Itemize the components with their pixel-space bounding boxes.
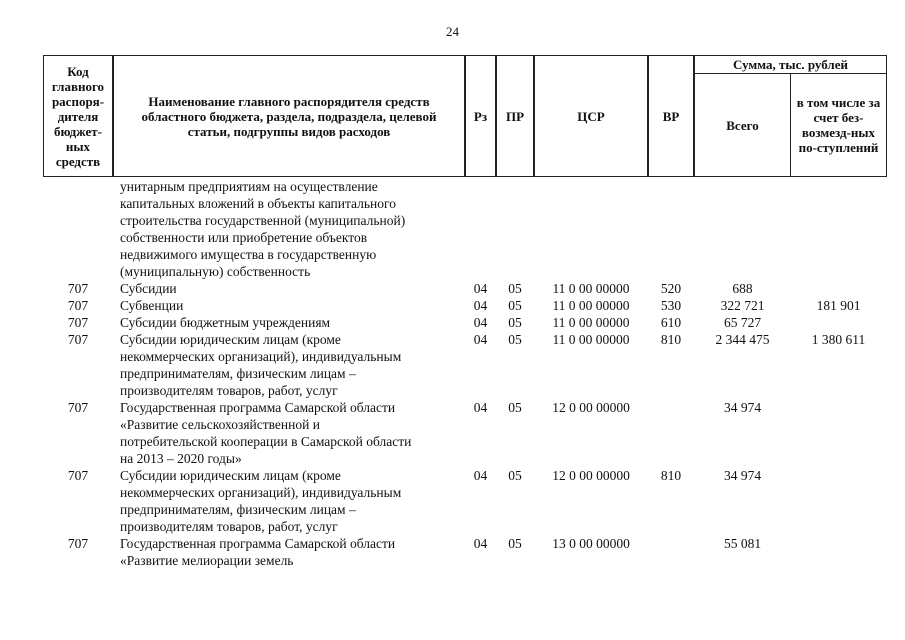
cell-name-line: на 2013 – 2020 годы» (120, 451, 242, 466)
cell-name-line: предпринимателям, физическим лицам – (120, 366, 356, 381)
header-code (43, 55, 113, 177)
cell-rz: 04 (473, 536, 488, 551)
cell-rz: 04 (473, 332, 488, 347)
cell-code: 707 (67, 281, 89, 296)
cell-pr: 05 (508, 281, 522, 296)
cell-total: 34 974 (723, 400, 762, 415)
cell-total: 688 (732, 281, 753, 296)
cell-csr: 12 0 00 00000 (552, 400, 630, 415)
cell-code: 707 (67, 536, 89, 551)
cell-csr: 11 0 00 00000 (552, 315, 630, 330)
cell-name-line: Субвенции (120, 298, 184, 313)
header-csr (534, 55, 648, 177)
cell-code: 707 (67, 468, 89, 483)
cell-name-line: капитальных вложений в объекты капитального (120, 196, 396, 211)
cell-name-line: предпринимателям, физическим лицам – (120, 502, 356, 517)
header-csr-text: ЦСР (577, 108, 605, 124)
cell-csr: 11 0 00 00000 (552, 332, 630, 347)
cell-rz: 04 (473, 468, 488, 483)
header-pr (496, 55, 534, 177)
cell-csr: 13 0 00 00000 (552, 536, 630, 551)
cell-name-line: Субсидии бюджетным учреждениям (120, 315, 331, 330)
cell-name-line: Субсидии (120, 281, 177, 296)
header-incl-text: в том числе за счет без-возмезд-ных по-ступлений (796, 95, 881, 155)
cell-incl: 1 380 611 (811, 332, 866, 347)
cell-name-line: (муниципальную) собственность (120, 264, 311, 279)
cell-name-line: «Развитие мелиорации земель (120, 553, 294, 568)
header-rz (465, 55, 496, 177)
header-vr-text: ВР (662, 108, 680, 124)
cell-name-line: Государственная программа Самарской области (120, 400, 396, 415)
cell-vr: 530 (660, 298, 682, 313)
cell-csr: 11 0 00 00000 (552, 298, 630, 313)
cell-pr: 05 (508, 332, 522, 347)
cell-pr: 05 (508, 468, 522, 483)
cell-code: 707 (67, 400, 89, 415)
cell-code: 707 (67, 298, 89, 313)
cell-rz: 04 (473, 315, 488, 330)
cell-name-line: унитарным предприятиям на осуществление (120, 179, 378, 194)
header-incl (790, 73, 887, 177)
cell-code: 707 (67, 332, 89, 347)
cell-total: 322 721 (720, 298, 765, 313)
cell-total: 2 344 475 (715, 332, 770, 347)
cell-pr: 05 (508, 315, 522, 330)
cell-pr: 05 (508, 400, 522, 415)
cell-pr: 05 (508, 536, 522, 551)
cell-name-line: Субсидии юридическим лицам (кроме (120, 468, 341, 483)
cell-total: 34 974 (723, 468, 762, 483)
cell-name-line: Субсидии юридическим лицам (кроме (120, 332, 341, 347)
cell-vr: 520 (660, 281, 682, 296)
header-total (694, 73, 791, 177)
cell-name-line: собственности или приобретение объектов (120, 230, 368, 245)
header-vr (648, 55, 694, 177)
cell-rz: 04 (473, 298, 488, 313)
cell-incl: 181 901 (816, 298, 861, 313)
cell-vr: 610 (660, 315, 682, 330)
cell-name-line: производителям товаров, работ, услуг (120, 383, 338, 398)
cell-name-line: строительства государственной (муниципальной) (120, 213, 406, 228)
cell-vr: 810 (660, 468, 682, 483)
cell-total: 55 081 (723, 536, 762, 551)
page-number: 24 (446, 24, 459, 39)
header-code-text: Код главного распоря-дителя бюджет-ных средств (51, 63, 105, 169)
cell-csr: 12 0 00 00000 (552, 468, 630, 483)
cell-rz: 04 (473, 281, 488, 296)
cell-vr: 810 (660, 332, 682, 347)
cell-total: 65 727 (723, 315, 762, 330)
header-total-text: Всего (726, 117, 759, 133)
cell-name-line: некоммерческих организаций), индивидуальным (120, 485, 402, 500)
cell-rz: 04 (473, 400, 488, 415)
header-rz-text: Рз (473, 108, 488, 124)
header-sum (694, 55, 887, 74)
cell-csr: 11 0 00 00000 (552, 281, 630, 296)
cell-name-line: «Развитие сельскохозяйственной и (120, 417, 320, 432)
cell-pr: 05 (508, 298, 522, 313)
cell-name-line: Государственная программа Самарской области (120, 536, 396, 551)
cell-name-line: некоммерческих организаций), индивидуальным (120, 349, 402, 364)
header-name (113, 55, 465, 177)
header-pr-text: ПР (505, 108, 525, 124)
cell-code: 707 (67, 315, 89, 330)
header-name-text: Наименование главного распорядителя средств областного бюджета, раздела, подраздела, целевой статьи, подгруппы видов расходов (141, 93, 437, 139)
cell-name-line: потребительской кооперации в Самарской области (120, 434, 412, 449)
header-sum-text: Сумма, тыс. рублей (733, 57, 848, 72)
cell-name-line: недвижимого имущества в государственную (120, 247, 377, 262)
cell-name-line: производителям товаров, работ, услуг (120, 519, 338, 534)
